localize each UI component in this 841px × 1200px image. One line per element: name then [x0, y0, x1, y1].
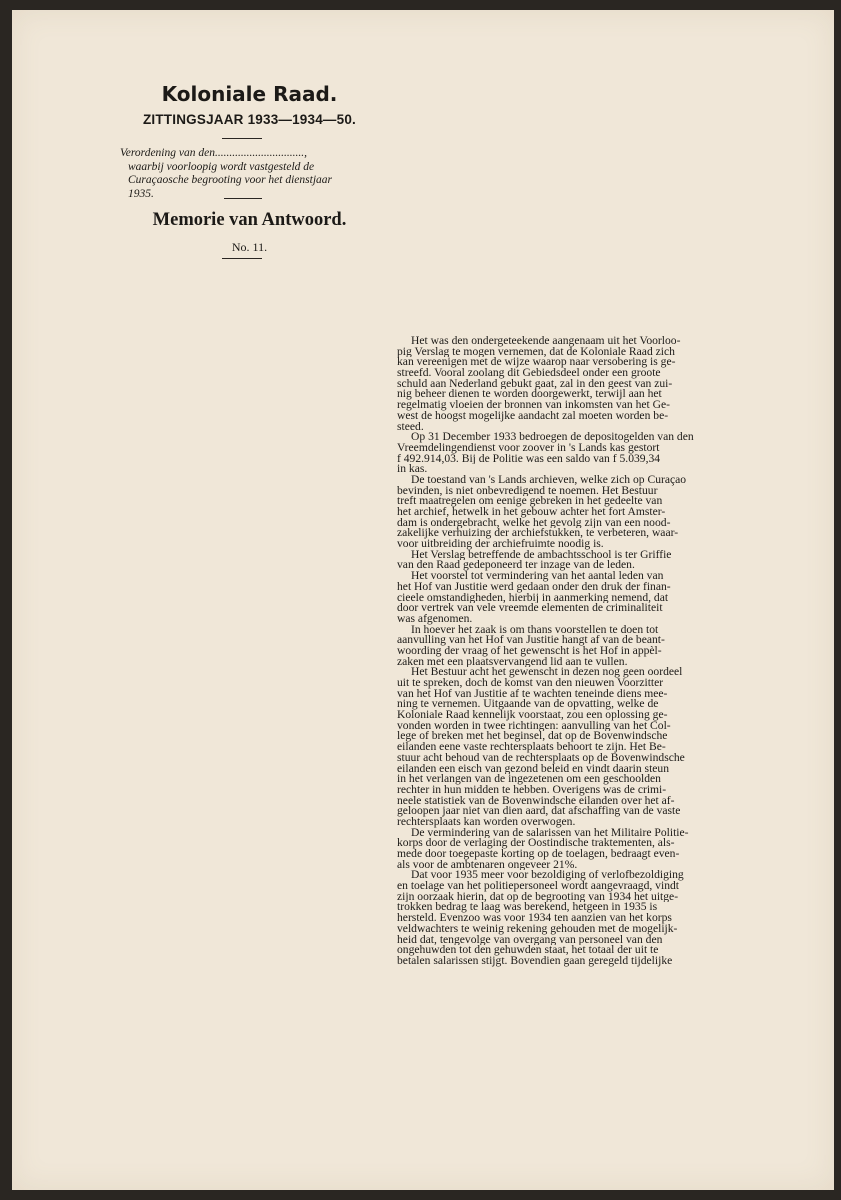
text-line: ongehuwden tot den gehuwden staat, het totaal der uit te: [397, 945, 659, 956]
text-line: pig Verslag te mogen vernemen, dat de Koloniale Raad zich: [397, 346, 675, 358]
text-line: schuld aan Nederland gebukt gaat, zal in den geest van zui-: [397, 378, 673, 390]
text-line: nig beheer dienen te worden doorgewerkt, terwijl aan het: [397, 389, 662, 401]
text-line: zaken met een plaatsvervangend lid aan te vullen.: [397, 656, 628, 668]
intro-line: 1935.: [128, 187, 154, 200]
text-line: uit te spreken, doch de komst van den nieuwen Voorzitter: [397, 678, 664, 689]
text-line: Het voorstel tot vermindering van het aantal leden van: [411, 571, 664, 582]
text-line: In hoever het zaak is om thans voorstellen te doen tot: [411, 624, 659, 636]
paragraph: [397, 550, 767, 571]
paragraph: [397, 625, 767, 668]
text-line: trokken bedrag te laag was berekend, hetgeen in 1935 is: [397, 902, 658, 914]
text-line: stuur acht behoud van de rechtersplaats op de Bovenwindsche: [397, 752, 685, 764]
text-line: bevinden, is niet onbevredigend te noemen. Het Bestuur: [397, 485, 658, 497]
text-line: west de hoogst mogelijke aandacht zal moeten worden be-: [397, 410, 669, 422]
text-line: lege of breken met het beginsel, dat op de Bovenwindsche: [397, 731, 668, 743]
text-line: hersteld. Evenzoo was voor 1934 ten aanzien van het korps: [397, 913, 672, 924]
paragraph: [397, 432, 767, 475]
text-line: in het verlangen van de ingezetenen om een geschoolden: [397, 774, 661, 785]
document-page: [12, 10, 834, 1190]
text-line: dam is ondergebracht, welke het gevolg zijn van een nood-: [397, 517, 671, 529]
text-line: als voor de ambtenaren ongeveer 21%.: [397, 859, 578, 871]
text-line: streefd. Vooral zoolang dit Gebiedsdeel onder een groote: [397, 368, 661, 379]
text-line: voor uitbreiding der archiefruimte noodig is.: [397, 539, 604, 550]
text-line: was afgenomen.: [397, 613, 473, 625]
divider: [222, 138, 262, 139]
document-number: No. 11.: [231, 240, 268, 254]
paragraph: [397, 475, 767, 550]
text-line: mede door toegepaste korting op de toelagen, bedraagt even-: [397, 849, 680, 860]
intro-line: Curaçaosche begrooting voor het dienstjaar: [128, 174, 332, 186]
text-line: Op 31 December 1933 bedroegen de depositogelden van den: [411, 432, 694, 443]
text-line: veldwachters te weinig rekening gehouden met de mogelijk-: [397, 923, 678, 935]
text-line: rechter in hun midden te hebben. Overigens was de crimi-: [397, 784, 667, 796]
text-line: heid dat, tengevolge van overgang van personeel van den: [397, 934, 663, 946]
council-title: Koloniale Raad.: [161, 82, 338, 106]
text-line: neele statistiek van de Bovenwindsche eilanden over het af-: [397, 795, 675, 807]
text-line: korps door de verlaging der Oostindische traktementen, als-: [397, 838, 675, 849]
text-line: betalen salarissen stijgt. Bovendien gaan geregeld tijdelijke: [397, 955, 673, 967]
text-line: van het Hof van Justitie af te wachten teneinde diens mee-: [397, 688, 668, 700]
text-line: in kas.: [397, 464, 428, 475]
text-line: rechtersplaats kan worden overwogen.: [397, 816, 576, 828]
text-line: door vertrek van vele vreemde elementen de criminaliteit: [397, 603, 663, 614]
body-text: [397, 336, 767, 967]
text-line: Het Verslag betreffende de ambachtsschool is ter Griffie: [411, 549, 672, 561]
text-line: geloopen jaar niet van dien aard, dat afschaffing van de vaste: [397, 806, 681, 817]
text-line: De toestand van 's Lands archieven, welke zich op Curaçao: [411, 474, 687, 486]
paragraph: [397, 870, 767, 966]
paragraph: [397, 667, 767, 827]
paragraph: [397, 571, 767, 624]
ordinance-intro: [120, 147, 370, 201]
text-line: van den Raad gedeponeerd ter inzage van de leden.: [397, 560, 635, 572]
text-line: f 492.914,03. Bij de Politie was een saldo van f 5.039,34: [397, 453, 661, 465]
text-line: het archief, hetwelk in het gebouw achter het fort Amster-: [397, 507, 666, 518]
text-line: cieele omstandigheden, hierbij in aanmerking nemend, dat: [397, 592, 669, 604]
document-title: Memorie van Antwoord.: [152, 210, 347, 230]
text-line: woording der vraag of het gewenscht is het Hof in appèl-: [397, 645, 662, 657]
paragraph: [397, 336, 767, 432]
text-line: eilanden eene vaste rechtersplaats behoort te zijn. Het Be-: [397, 742, 666, 753]
text-line: het Hof van Justitie werd gedaan onder den druk der finan-: [397, 581, 671, 593]
divider: [222, 258, 262, 259]
text-line: zakelijke verhuizing der archiefstukken, te verbeteren, waar-: [397, 528, 679, 540]
intro-line: Verordening van den...............................,: [120, 147, 307, 159]
text-line: aanvulling van het Hof van Justitie hangt af van de beant-: [397, 635, 665, 646]
text-line: kan vereenigen met de wijze waarop naar versobering is ge-: [397, 357, 676, 369]
divider: [224, 198, 262, 199]
text-line: Dat voor 1935 meer voor bezoldiging of verlofbezoldiging: [411, 870, 684, 882]
text-line: en toelage van het politiepersoneel wordt aangevraagd, vindt: [397, 881, 680, 892]
text-line: eilanden een eisch van gezond beleid en vindt daarin steun: [397, 763, 670, 775]
text-line: regelmatig vloeien der bronnen van inkomsten van het Ge-: [397, 400, 671, 411]
text-line: Koloniale Raad kennelijk voorstaat, zou een oplossing ge-: [397, 710, 668, 721]
text-line: ning te vernemen. Uitgaande van de opvatting, welke de: [397, 699, 659, 711]
text-line: steed.: [397, 421, 424, 433]
text-line: Het Bestuur acht het gewenscht in dezen nog geen oordeel: [411, 667, 683, 678]
paragraph: [397, 828, 767, 871]
session-year: ZITTINGSJAAR 1933—1934—50.: [142, 112, 357, 127]
text-line: De vermindering van de salarissen van het Militaire Politie-: [411, 827, 689, 839]
text-line: Het was den ondergeteekende aangenaam uit het Voorloo-: [411, 336, 681, 347]
text-line: treft maatregelen om eenige gebreken in het gedeelte van: [397, 496, 663, 507]
intro-line: waarbij voorloopig wordt vastgesteld de: [128, 160, 315, 173]
text-line: zijn oorzaak hierin, dat op de begrooting van 1934 het uitge-: [397, 891, 679, 903]
text-line: vonden worden in twee richtingen: aanvulling van het Col-: [397, 720, 671, 732]
text-line: Vreemdelingendienst voor zoover in 's Lands kas gestort: [397, 442, 660, 454]
